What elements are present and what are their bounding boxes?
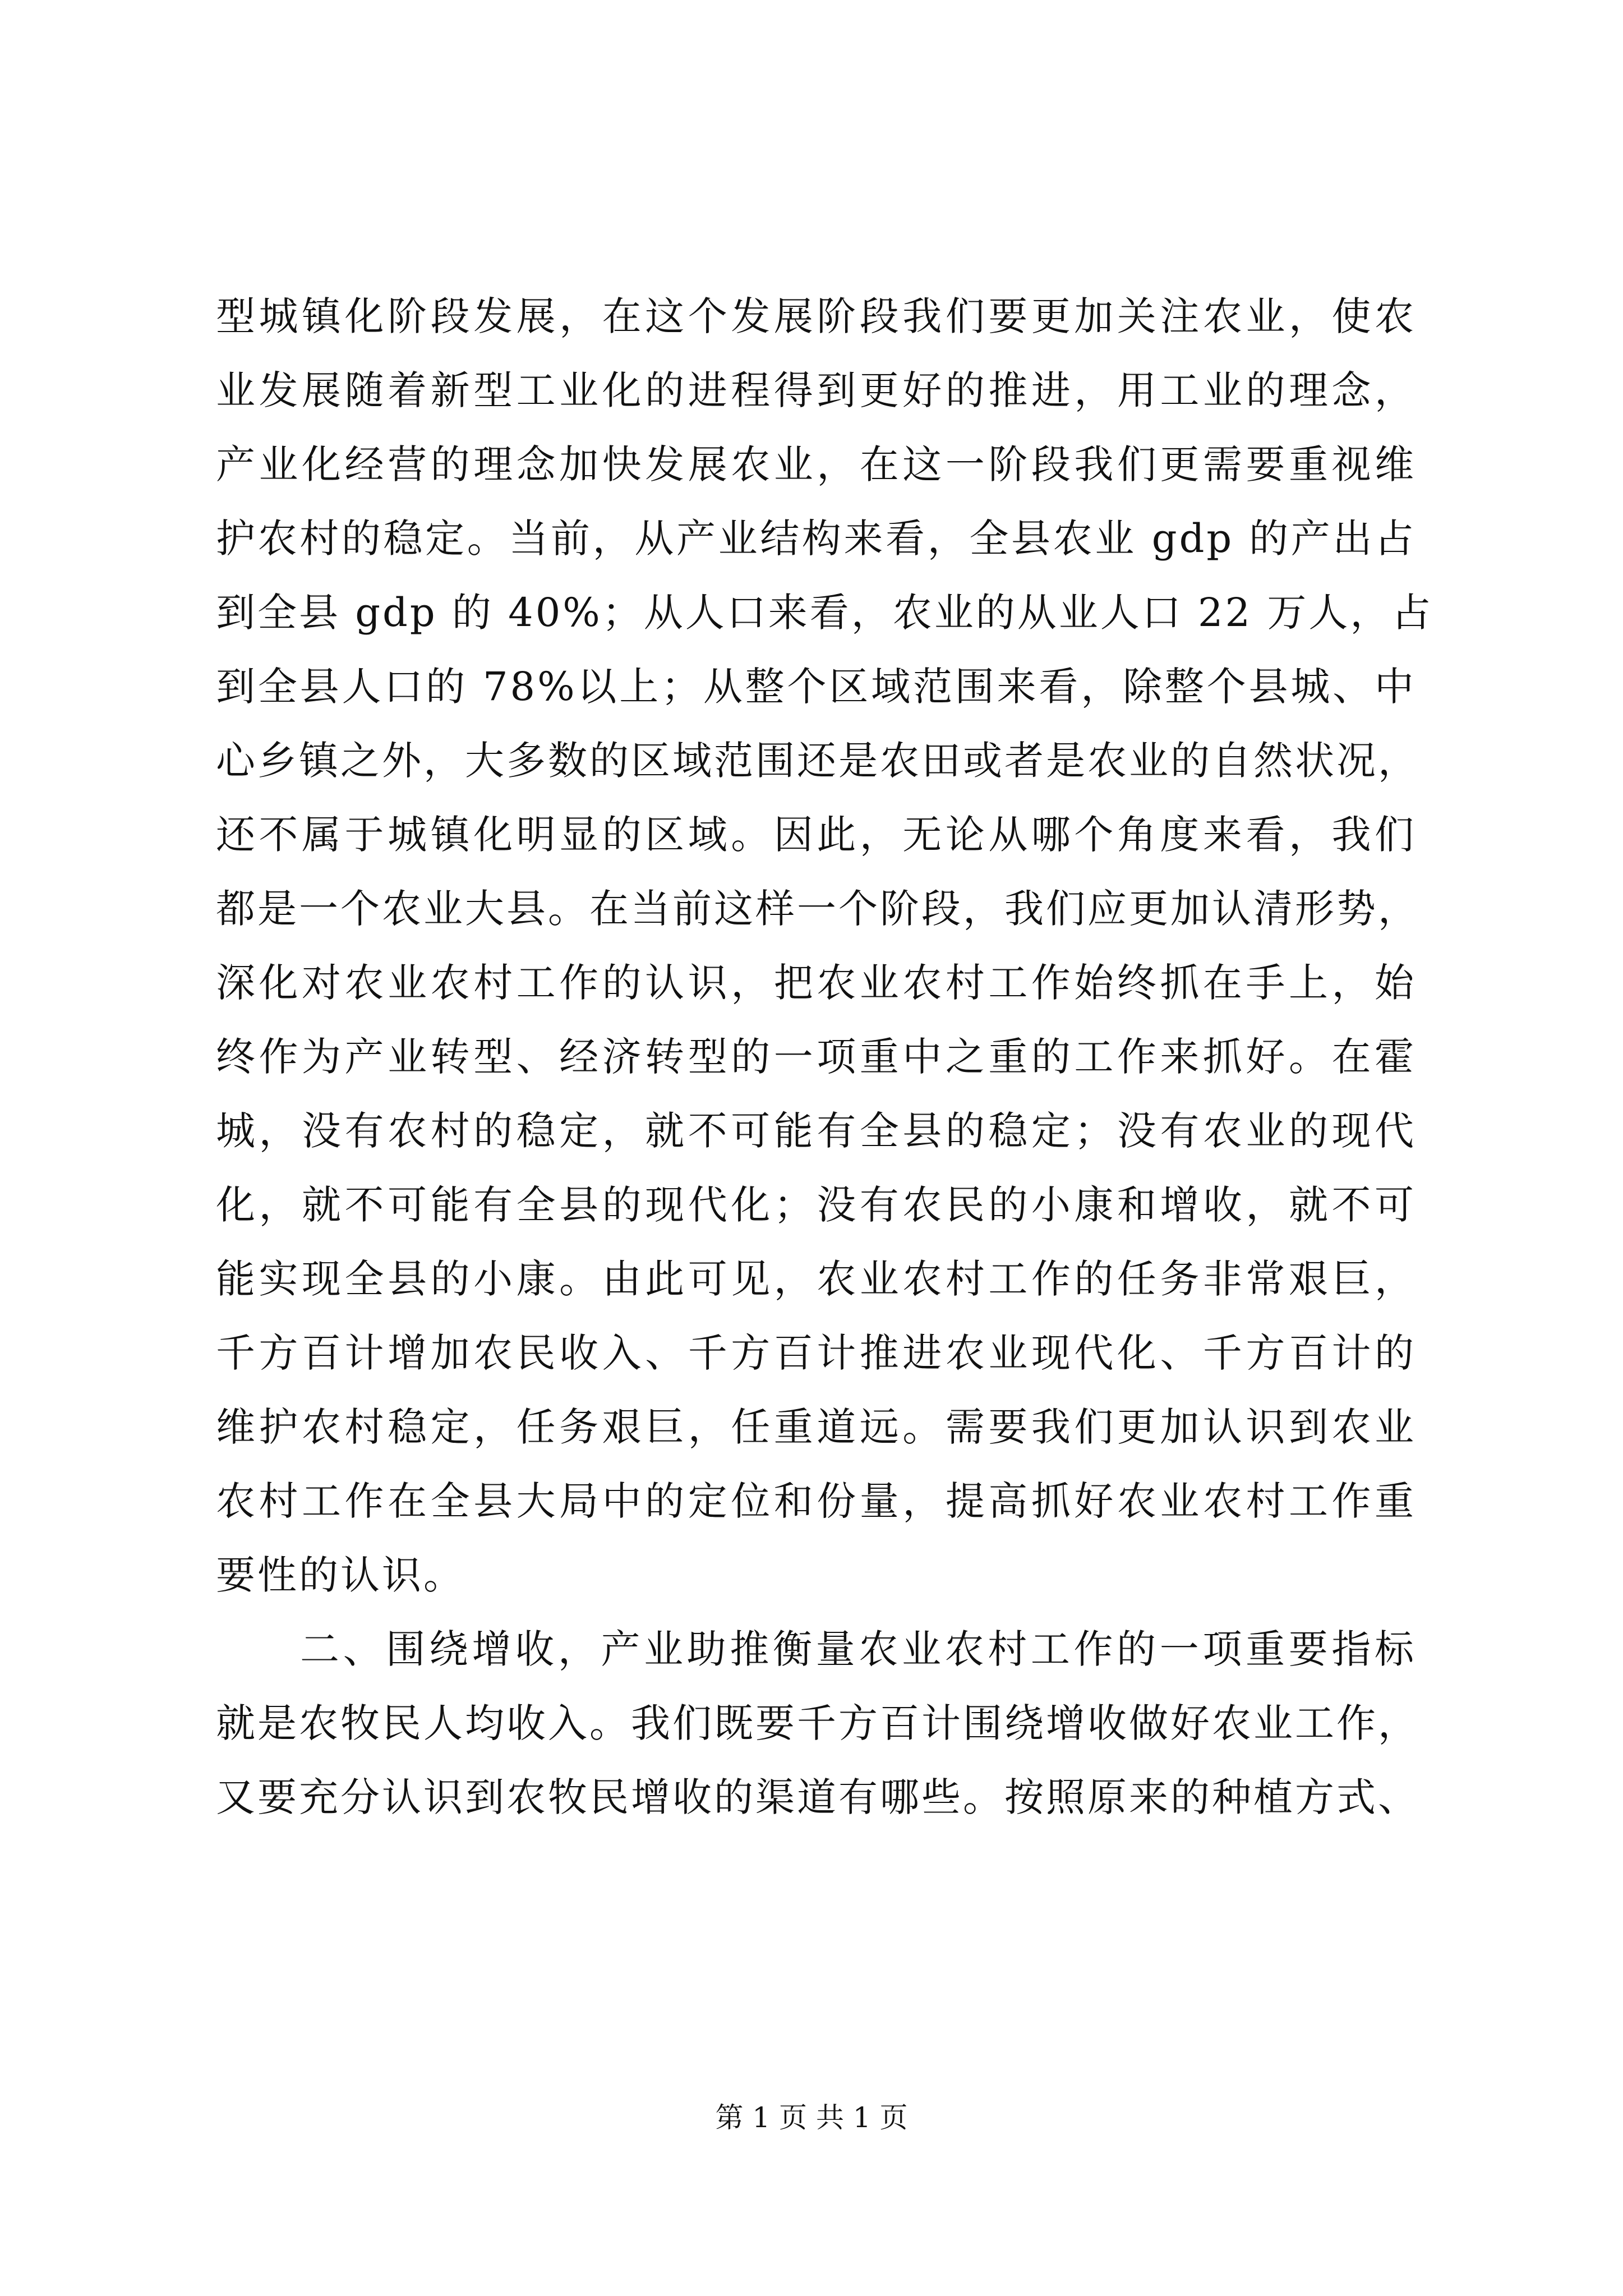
text-line: 心乡镇之外，大多数的区域范围还是农田或者是农业的自然状况，: [216, 738, 1419, 784]
text-line: 业发展随着新型工业化的进程得到更好的推进，用工业的理念，: [216, 367, 1416, 413]
text-line: 能实现全县的小康。由此可见，农业农村工作的任务非常艰巨，: [216, 1256, 1416, 1302]
text-line: 都是一个农业大县。在当前这样一个阶段，我们应更加认清形势，: [216, 886, 1419, 932]
text-line: 产业化经营的理念加快发展农业，在这一阶段我们更需要重视维: [216, 441, 1416, 487]
body-text: [216, 279, 1433, 1834]
text-line: 到全县 gdp 的 40%；从人口来看，农业的从业人口 22 万人，占: [216, 590, 1433, 636]
text-line: 千方百计增加农民收入、千方百计推进农业现代化、千方百计的: [216, 1330, 1416, 1376]
section-heading-line: 二、围绕增收，产业助推衡量农业农村工作的一项重要指标: [300, 1626, 1416, 1672]
text-line: 终作为产业转型、经济转型的一项重中之重的工作来抓好。在霍: [216, 1034, 1416, 1080]
paragraph-last-line: 要性的认识。: [216, 1552, 465, 1598]
text-line: 维护农村稳定，任务艰巨，任重道远。需要我们更加认识到农业: [216, 1404, 1416, 1450]
text-line: 城，没有农村的稳定，就不可能有全县的稳定；没有农业的现代: [216, 1108, 1416, 1154]
text-line: 化，就不可能有全县的现代化；没有农民的小康和增收，就不可: [216, 1182, 1416, 1228]
text-line: 到全县人口的 78%以上；从整个区域范围来看，除整个县城、中: [216, 664, 1416, 710]
text-line: 还不属于城镇化明显的区域。因此，无论从哪个角度来看，我们: [216, 812, 1416, 858]
page-number-footer: 第 1 页 共 1 页: [715, 2101, 908, 2134]
text-line: 深化对农业农村工作的认识，把农业农村工作始终抓在手上，始: [216, 960, 1416, 1006]
text-line: 农村工作在全县大局中的定位和份量，提高抓好农业农村工作重: [216, 1478, 1416, 1524]
text-line: 又要充分认识到农牧民增收的渠道有哪些。按照原来的种植方式、: [216, 1774, 1419, 1820]
text-line: 护农村的稳定。当前，从产业结构来看，全县农业 gdp 的产出占: [216, 516, 1416, 562]
text-line: 型城镇化阶段发展，在这个发展阶段我们要更加关注农业，使农: [216, 293, 1416, 339]
text-line: 就是农牧民人均收入。我们既要千方百计围绕增收做好农业工作，: [216, 1700, 1419, 1746]
